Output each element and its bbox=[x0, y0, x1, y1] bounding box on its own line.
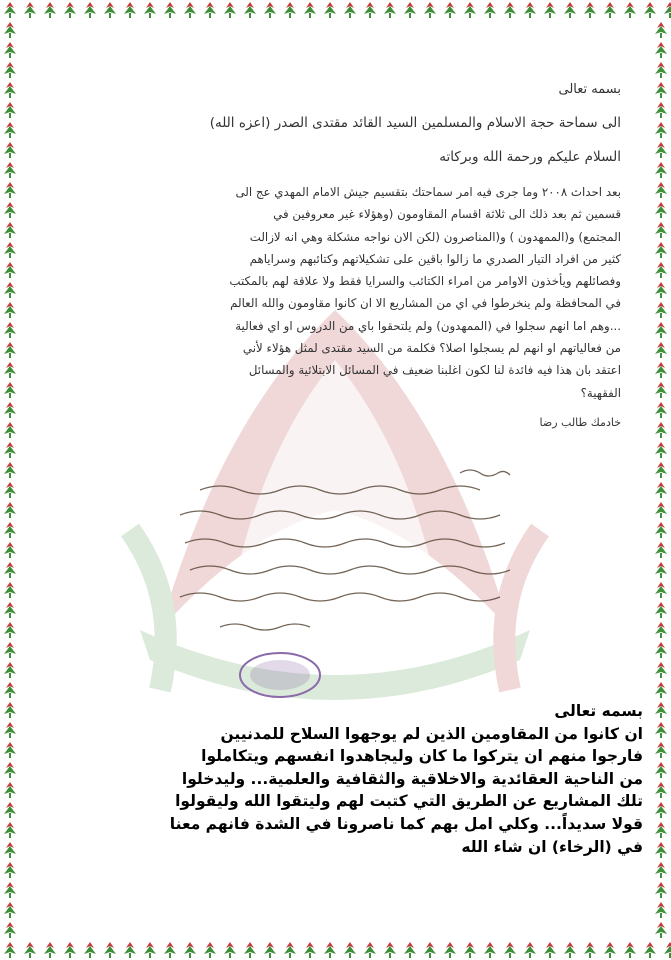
border-ornament bbox=[260, 0, 280, 20]
handwritten-reply bbox=[160, 465, 540, 715]
border-ornament bbox=[60, 0, 80, 20]
border-ornament bbox=[620, 940, 640, 960]
border-ornament bbox=[0, 100, 20, 120]
border-ornament bbox=[651, 660, 671, 680]
border-ornament bbox=[20, 940, 40, 960]
letter-body-line: قسمين ثم بعد ذلك الى ثلاثة اقسام المقاومون (وهؤلاء غير معروفين في bbox=[273, 207, 621, 222]
decorative-border-right bbox=[651, 20, 671, 940]
border-ornament bbox=[160, 940, 180, 960]
letter-body-line: المجتمع) و(الممهدون ) و(المناصرون (لكن الان نواجه مشكلة وهي انه لازالت bbox=[249, 229, 621, 244]
border-ornament bbox=[651, 860, 671, 880]
border-ornament bbox=[651, 220, 671, 240]
border-ornament bbox=[140, 940, 160, 960]
border-ornament bbox=[0, 280, 20, 300]
border-ornament bbox=[460, 940, 480, 960]
border-ornament bbox=[651, 140, 671, 160]
border-ornament bbox=[20, 0, 40, 20]
border-ornament bbox=[651, 480, 671, 500]
border-ornament bbox=[651, 360, 671, 380]
border-ornament bbox=[340, 0, 360, 20]
reply-line: بسمه تعالى bbox=[554, 702, 643, 720]
border-ornament bbox=[651, 680, 671, 700]
border-ornament bbox=[0, 140, 20, 160]
border-ornament bbox=[100, 0, 120, 20]
letter-body-line: كثير من افراد التيار الصدري ما زالوا باقين على تشكيلاتهم وكتائبهم وسراياهم bbox=[249, 251, 621, 266]
border-ornament bbox=[180, 0, 200, 20]
border-ornament bbox=[0, 800, 20, 820]
border-ornament bbox=[320, 0, 340, 20]
border-ornament bbox=[651, 640, 671, 660]
border-ornament bbox=[0, 740, 20, 760]
reply-line: من الناحية العقائدية والاخلاقية والثقافية والعلمية... وليدخلوا bbox=[181, 769, 643, 788]
border-ornament bbox=[651, 300, 671, 320]
border-ornament bbox=[660, 0, 671, 20]
border-ornament bbox=[0, 760, 20, 780]
border-ornament bbox=[480, 0, 500, 20]
border-ornament bbox=[651, 240, 671, 260]
border-ornament bbox=[280, 940, 300, 960]
border-ornament bbox=[0, 500, 20, 520]
border-ornament bbox=[300, 0, 320, 20]
border-ornament bbox=[651, 880, 671, 900]
border-ornament bbox=[500, 0, 520, 20]
border-ornament bbox=[500, 940, 520, 960]
border-ornament bbox=[140, 0, 160, 20]
border-ornament bbox=[420, 0, 440, 20]
border-ornament bbox=[40, 940, 60, 960]
border-ornament bbox=[0, 940, 20, 960]
border-ornament bbox=[0, 420, 20, 440]
border-ornament bbox=[380, 940, 400, 960]
border-ornament bbox=[440, 0, 460, 20]
border-ornament bbox=[651, 820, 671, 840]
letter-greeting: السلام عليكم ورحمة الله وبركاته bbox=[439, 149, 621, 165]
border-ornament bbox=[651, 600, 671, 620]
border-ornament bbox=[0, 840, 20, 860]
letter-body-line: من فعالياتهم او انهم لم يسجلوا اصلا؟ فكلمة من السيد مقتدى لمثل هؤلاء لأني bbox=[242, 341, 621, 356]
border-ornament bbox=[640, 940, 660, 960]
border-ornament bbox=[480, 940, 500, 960]
letter-signature: خادمك طالب رضا bbox=[539, 415, 621, 429]
border-ornament bbox=[651, 560, 671, 580]
border-ornament bbox=[651, 580, 671, 600]
reply-line: فارجوا منهم ان يتركوا ما كان وليجاهدوا انفسهم ويتكاملوا bbox=[201, 747, 643, 766]
border-ornament bbox=[651, 800, 671, 820]
border-ornament bbox=[0, 340, 20, 360]
border-ornament bbox=[0, 660, 20, 680]
border-ornament bbox=[0, 780, 20, 800]
border-ornament bbox=[360, 0, 380, 20]
letter-body-line: ...وهم اما انهم سجلوا في (الممهدون) ولم يلتحقوا باي من الدروس او اي فعالية bbox=[235, 318, 621, 333]
border-ornament bbox=[180, 940, 200, 960]
typed-letter bbox=[51, 70, 621, 429]
border-ornament bbox=[651, 460, 671, 480]
border-ornament bbox=[651, 700, 671, 720]
border-ornament bbox=[651, 100, 671, 120]
border-ornament bbox=[200, 940, 220, 960]
border-ornament bbox=[540, 0, 560, 20]
border-ornament bbox=[200, 0, 220, 20]
border-ornament bbox=[651, 840, 671, 860]
border-ornament bbox=[0, 620, 20, 640]
border-ornament bbox=[651, 320, 671, 340]
border-ornament bbox=[520, 940, 540, 960]
border-ornament bbox=[240, 940, 260, 960]
border-ornament bbox=[0, 460, 20, 480]
border-ornament bbox=[651, 20, 671, 40]
border-ornament bbox=[651, 740, 671, 760]
border-ornament bbox=[0, 680, 20, 700]
border-ornament bbox=[540, 940, 560, 960]
border-ornament bbox=[440, 940, 460, 960]
border-ornament bbox=[0, 380, 20, 400]
border-ornament bbox=[651, 120, 671, 140]
border-ornament bbox=[651, 440, 671, 460]
letter-body-line: في المحافظة ولم ينخرطوا في اي من المشاريع الا ان كانوا مقاومون والله العالم bbox=[230, 296, 621, 311]
border-ornament bbox=[0, 720, 20, 740]
decorative-border-left bbox=[0, 20, 20, 940]
border-ornament bbox=[0, 80, 20, 100]
border-ornament bbox=[651, 420, 671, 440]
reply-line: ان كانوا من المقاومين الذين لم يوجهوا السلاح للمدنيين bbox=[220, 724, 643, 743]
border-ornament bbox=[560, 0, 580, 20]
letter-body-line: الفقهية؟ bbox=[580, 385, 621, 400]
border-ornament bbox=[651, 520, 671, 540]
border-ornament bbox=[260, 940, 280, 960]
letter-body-line: اعتقد بان هذا فيه فائدة لنا لكون اغلبنا ضعيف في المسائل الابتلائية والمسائل bbox=[248, 363, 621, 378]
border-ornament bbox=[651, 500, 671, 520]
border-ornament bbox=[240, 0, 260, 20]
border-ornament bbox=[651, 80, 671, 100]
border-ornament bbox=[80, 0, 100, 20]
border-ornament bbox=[0, 40, 20, 60]
border-ornament bbox=[580, 0, 600, 20]
border-ornament bbox=[600, 0, 620, 20]
border-ornament bbox=[340, 940, 360, 960]
border-ornament bbox=[640, 0, 660, 20]
letter-addressee: الى سماحة حجة الاسلام والمسلمين السيد القائد مقتدى الصدر (اعزه الله) bbox=[209, 115, 621, 131]
border-ornament bbox=[220, 940, 240, 960]
border-ornament bbox=[400, 940, 420, 960]
border-ornament bbox=[0, 0, 20, 20]
border-ornament bbox=[0, 640, 20, 660]
border-ornament bbox=[420, 940, 440, 960]
border-ornament bbox=[0, 240, 20, 260]
border-ornament bbox=[360, 940, 380, 960]
border-ornament bbox=[400, 0, 420, 20]
border-ornament bbox=[0, 860, 20, 880]
reply-line: قولا سديداً... وكلي امل بهم كما ناصرونا في الشدة فانهم معنا bbox=[169, 814, 643, 833]
border-ornament bbox=[580, 940, 600, 960]
border-ornament bbox=[651, 920, 671, 940]
border-ornament bbox=[460, 0, 480, 20]
border-ornament bbox=[0, 160, 20, 180]
border-ornament bbox=[280, 0, 300, 20]
border-ornament bbox=[0, 400, 20, 420]
border-ornament bbox=[651, 780, 671, 800]
border-ornament bbox=[620, 0, 640, 20]
border-ornament bbox=[0, 560, 20, 580]
border-ornament bbox=[0, 300, 20, 320]
letter-body bbox=[51, 181, 621, 404]
border-ornament bbox=[520, 0, 540, 20]
border-ornament bbox=[651, 40, 671, 60]
border-ornament bbox=[651, 380, 671, 400]
border-ornament bbox=[651, 260, 671, 280]
letter-bismillah: بسمه تعالى bbox=[558, 82, 621, 97]
border-ornament bbox=[651, 340, 671, 360]
decorative-border-bottom bbox=[0, 940, 671, 960]
border-ornament bbox=[0, 520, 20, 540]
border-ornament bbox=[651, 60, 671, 80]
border-ornament bbox=[0, 900, 20, 920]
border-ornament bbox=[651, 540, 671, 560]
border-ornament bbox=[560, 940, 580, 960]
letter-body-line: وفصائلهم ويأخذون الاوامر من امراء الكتائب والسرايا فقط ولا علاقة لهم بالمكتب bbox=[229, 274, 621, 289]
reply-line: في (الرخاء) ان شاء الله bbox=[461, 837, 643, 856]
border-ornament bbox=[60, 940, 80, 960]
border-ornament bbox=[120, 940, 140, 960]
reply-transcription bbox=[43, 700, 643, 858]
border-ornament bbox=[0, 480, 20, 500]
border-ornament bbox=[220, 0, 240, 20]
border-ornament bbox=[0, 60, 20, 80]
border-ornament bbox=[660, 940, 671, 960]
decorative-border-top bbox=[0, 0, 671, 20]
border-ornament bbox=[651, 900, 671, 920]
border-ornament bbox=[651, 160, 671, 180]
border-ornament bbox=[651, 180, 671, 200]
border-ornament bbox=[0, 20, 20, 40]
border-ornament bbox=[0, 180, 20, 200]
border-ornament bbox=[0, 540, 20, 560]
border-ornament bbox=[0, 360, 20, 380]
border-ornament bbox=[0, 200, 20, 220]
letter-body-line: بعد احداث ٢٠٠٨ وما جرى فيه امر سماحتك بتقسيم جيش الامام المهدي عج الى bbox=[235, 185, 621, 199]
border-ornament bbox=[120, 0, 140, 20]
border-ornament bbox=[0, 880, 20, 900]
border-ornament bbox=[651, 200, 671, 220]
border-ornament bbox=[0, 820, 20, 840]
border-ornament bbox=[100, 940, 120, 960]
border-ornament bbox=[40, 0, 60, 20]
border-ornament bbox=[300, 940, 320, 960]
border-ornament bbox=[0, 320, 20, 340]
border-ornament bbox=[651, 720, 671, 740]
border-ornament bbox=[0, 440, 20, 460]
border-ornament bbox=[0, 120, 20, 140]
border-ornament bbox=[651, 280, 671, 300]
border-ornament bbox=[0, 580, 20, 600]
border-ornament bbox=[651, 400, 671, 420]
border-ornament bbox=[160, 0, 180, 20]
border-ornament bbox=[0, 600, 20, 620]
border-ornament bbox=[0, 920, 20, 940]
border-ornament bbox=[320, 940, 340, 960]
border-ornament bbox=[651, 760, 671, 780]
border-ornament bbox=[651, 620, 671, 640]
border-ornament bbox=[0, 700, 20, 720]
border-ornament bbox=[0, 260, 20, 280]
border-ornament bbox=[0, 220, 20, 240]
reply-line: تلك المشاريع عن الطريق التي كتبت لهم وليتقوا الله وليقولوا bbox=[175, 792, 643, 811]
border-ornament bbox=[80, 940, 100, 960]
border-ornament bbox=[600, 940, 620, 960]
border-ornament bbox=[380, 0, 400, 20]
